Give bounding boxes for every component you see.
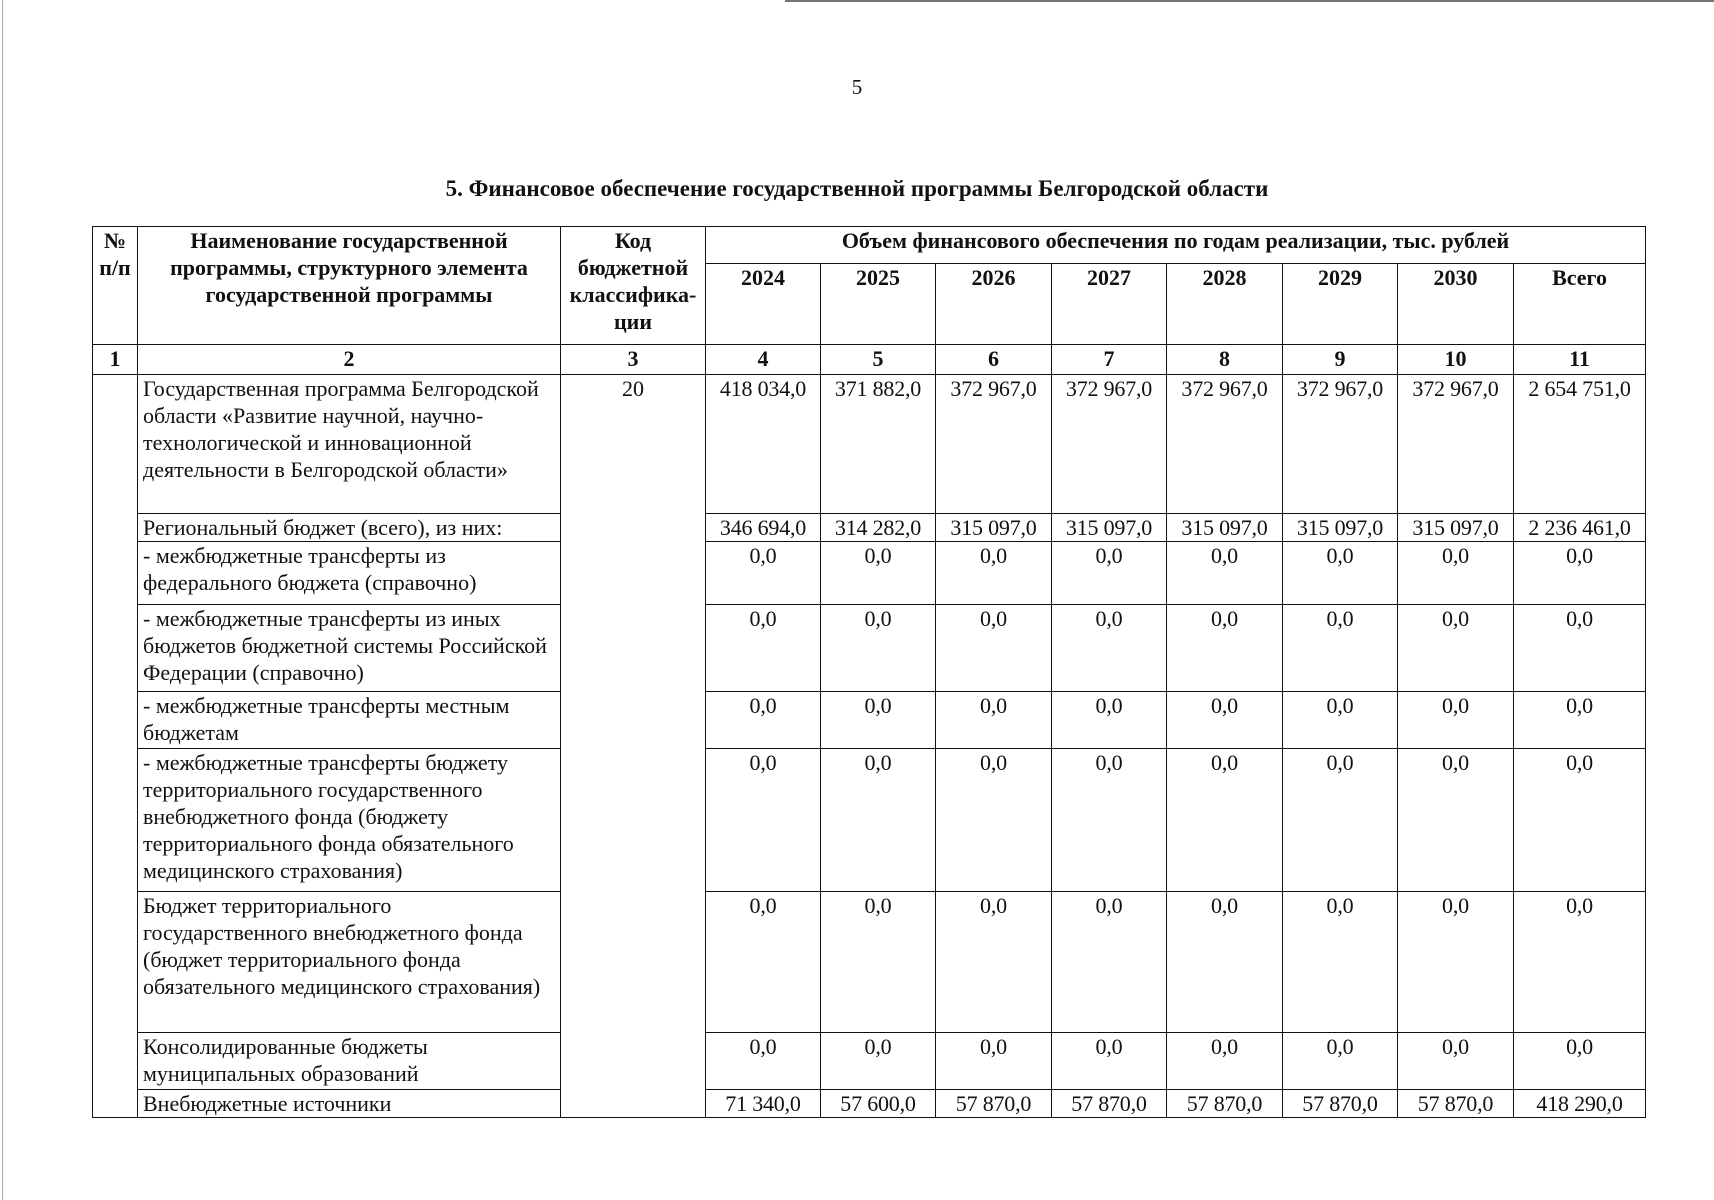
value-cell: 0,0 — [1283, 605, 1398, 692]
value-cell: 57 870,0 — [1398, 1090, 1514, 1118]
value-cell: 0,0 — [1052, 542, 1167, 605]
value-cell: 0,0 — [1283, 692, 1398, 749]
value-cell: 0,0 — [1398, 542, 1514, 605]
value-cell: 418 034,0 — [706, 375, 821, 514]
column-number: 3 — [561, 345, 706, 375]
value-cell: 0,0 — [706, 542, 821, 605]
value-cell: 346 694,0 — [706, 514, 821, 542]
value-cell: 0,0 — [1167, 1033, 1283, 1090]
table-row — [93, 1033, 1646, 1090]
value-cell: 0,0 — [1167, 692, 1283, 749]
table-row — [93, 692, 1646, 749]
total-cell: 0,0 — [1514, 692, 1646, 749]
value-cell: 0,0 — [821, 1033, 936, 1090]
value-cell: 0,0 — [936, 1033, 1052, 1090]
value-cell: 0,0 — [821, 692, 936, 749]
value-cell: 315 097,0 — [1052, 514, 1167, 542]
value-cell: 0,0 — [1167, 892, 1283, 1033]
total-cell: 0,0 — [1514, 1033, 1646, 1090]
value-cell: 0,0 — [706, 605, 821, 692]
value-cell: 57 870,0 — [1167, 1090, 1283, 1118]
value-cell: 372 967,0 — [936, 375, 1052, 514]
value-cell: 0,0 — [1052, 605, 1167, 692]
value-cell: 0,0 — [1167, 605, 1283, 692]
row-code: 20 — [561, 375, 706, 1118]
column-number: 8 — [1167, 345, 1283, 375]
value-cell: 0,0 — [936, 749, 1052, 892]
value-cell: 372 967,0 — [1398, 375, 1514, 514]
value-cell: 315 097,0 — [1167, 514, 1283, 542]
table-row — [93, 375, 1646, 514]
header-year: 2026 — [936, 264, 1052, 345]
value-cell: 0,0 — [936, 692, 1052, 749]
value-cell: 0,0 — [1398, 605, 1514, 692]
column-number: 5 — [821, 345, 936, 375]
total-cell: 0,0 — [1514, 605, 1646, 692]
value-cell: 0,0 — [1283, 892, 1398, 1033]
document-title: 5. Финансовое обеспечение государственной программы Белгородской области — [445, 176, 1269, 201]
value-cell: 71 340,0 — [706, 1090, 821, 1118]
value-cell: 0,0 — [936, 542, 1052, 605]
column-number: 9 — [1283, 345, 1398, 375]
value-cell: 0,0 — [1398, 692, 1514, 749]
header-year: 2025 — [821, 264, 936, 345]
value-cell: 0,0 — [936, 605, 1052, 692]
table-row — [93, 749, 1646, 892]
total-cell: 0,0 — [1514, 749, 1646, 892]
total-cell: 2 236 461,0 — [1514, 514, 1646, 542]
value-cell: 57 870,0 — [1283, 1090, 1398, 1118]
value-cell: 372 967,0 — [1283, 375, 1398, 514]
value-cell: 0,0 — [1052, 692, 1167, 749]
header-year: 2024 — [706, 264, 821, 345]
column-number-row — [93, 345, 1646, 375]
header-name: Наименование государственной программы, структурного элемента государственной программы — [138, 227, 561, 345]
value-cell: 0,0 — [821, 892, 936, 1033]
value-cell: 315 097,0 — [1283, 514, 1398, 542]
value-cell: 0,0 — [706, 692, 821, 749]
column-number: 6 — [936, 345, 1052, 375]
value-cell: 0,0 — [1052, 1033, 1167, 1090]
row-name: Консолидированные бюджеты муниципальных образований — [138, 1033, 561, 1090]
column-number: 7 — [1052, 345, 1167, 375]
value-cell: 315 097,0 — [1398, 514, 1514, 542]
column-number: 1 — [93, 345, 138, 375]
total-cell: 418 290,0 — [1514, 1090, 1646, 1118]
table-row — [93, 514, 1646, 542]
table-row — [93, 1090, 1646, 1118]
row-name: Внебюджетные источники — [138, 1090, 561, 1118]
value-cell: 57 870,0 — [1052, 1090, 1167, 1118]
value-cell: 371 882,0 — [821, 375, 936, 514]
row-name: - межбюджетные трансферты из федерального бюджета (справочно) — [138, 542, 561, 605]
financing-table — [92, 226, 1646, 1118]
row-name: Бюджет территориального государственного внебюджетного фонда (бюджет территориального фонда обязательного медицинского страхования) — [138, 892, 561, 1033]
header-year: 2027 — [1052, 264, 1167, 345]
value-cell: 0,0 — [1167, 749, 1283, 892]
value-cell: 0,0 — [1283, 542, 1398, 605]
header-year: 2029 — [1283, 264, 1398, 345]
total-cell: 2 654 751,0 — [1514, 375, 1646, 514]
value-cell: 0,0 — [1398, 892, 1514, 1033]
table-row — [93, 542, 1646, 605]
column-number: 4 — [706, 345, 821, 375]
row-name: - межбюджетные трансферты местным бюджетам — [138, 692, 561, 749]
value-cell: 372 967,0 — [1167, 375, 1283, 514]
value-cell: 315 097,0 — [936, 514, 1052, 542]
value-cell: 0,0 — [821, 542, 936, 605]
row-name: - межбюджетные трансферты бюджету территориального государственного внебюджетного фонда (бюджету территориального фонда обязательного медицинского страхования) — [138, 749, 561, 892]
value-cell: 0,0 — [1283, 749, 1398, 892]
value-cell: 314 282,0 — [821, 514, 936, 542]
row-name: - межбюджетные трансферты из иных бюджетов бюджетной системы Российской Федерации (справочно) — [138, 605, 561, 692]
header-volume: Объем финансового обеспечения по годам реализации, тыс. рублей — [706, 227, 1646, 264]
header-total: Всего — [1514, 264, 1646, 345]
row-name: Региональный бюджет (всего), из них: — [138, 514, 561, 542]
value-cell: 0,0 — [1398, 749, 1514, 892]
table-row — [93, 892, 1646, 1033]
row-name: Государственная программа Белгородской области «Развитие научной, научно-технологической и инновационной деятельности в Белгородской области» — [138, 375, 561, 514]
header-code: Код бюджетной классифика-ции — [561, 227, 706, 345]
column-number: 10 — [1398, 345, 1514, 375]
value-cell: 0,0 — [1052, 892, 1167, 1033]
value-cell: 0,0 — [706, 1033, 821, 1090]
value-cell: 57 870,0 — [936, 1090, 1052, 1118]
column-number: 11 — [1514, 345, 1646, 375]
value-cell: 0,0 — [706, 892, 821, 1033]
value-cell: 0,0 — [936, 892, 1052, 1033]
value-cell: 0,0 — [821, 605, 936, 692]
column-number: 2 — [138, 345, 561, 375]
top-border-line — [785, 0, 1714, 2]
value-cell: 57 600,0 — [821, 1090, 936, 1118]
header-year: 2030 — [1398, 264, 1514, 345]
value-cell: 0,0 — [706, 749, 821, 892]
page-number: 5 — [851, 75, 863, 99]
value-cell: 0,0 — [821, 749, 936, 892]
table-row — [93, 605, 1646, 692]
value-cell: 0,0 — [1398, 1033, 1514, 1090]
value-cell: 372 967,0 — [1052, 375, 1167, 514]
header-year: 2028 — [1167, 264, 1283, 345]
value-cell: 0,0 — [1283, 1033, 1398, 1090]
row-number-cell — [93, 375, 138, 1118]
total-cell: 0,0 — [1514, 892, 1646, 1033]
value-cell: 0,0 — [1167, 542, 1283, 605]
header-row-1 — [93, 227, 1646, 264]
header-num: № п/п — [93, 227, 138, 345]
total-cell: 0,0 — [1514, 542, 1646, 605]
value-cell: 0,0 — [1052, 749, 1167, 892]
